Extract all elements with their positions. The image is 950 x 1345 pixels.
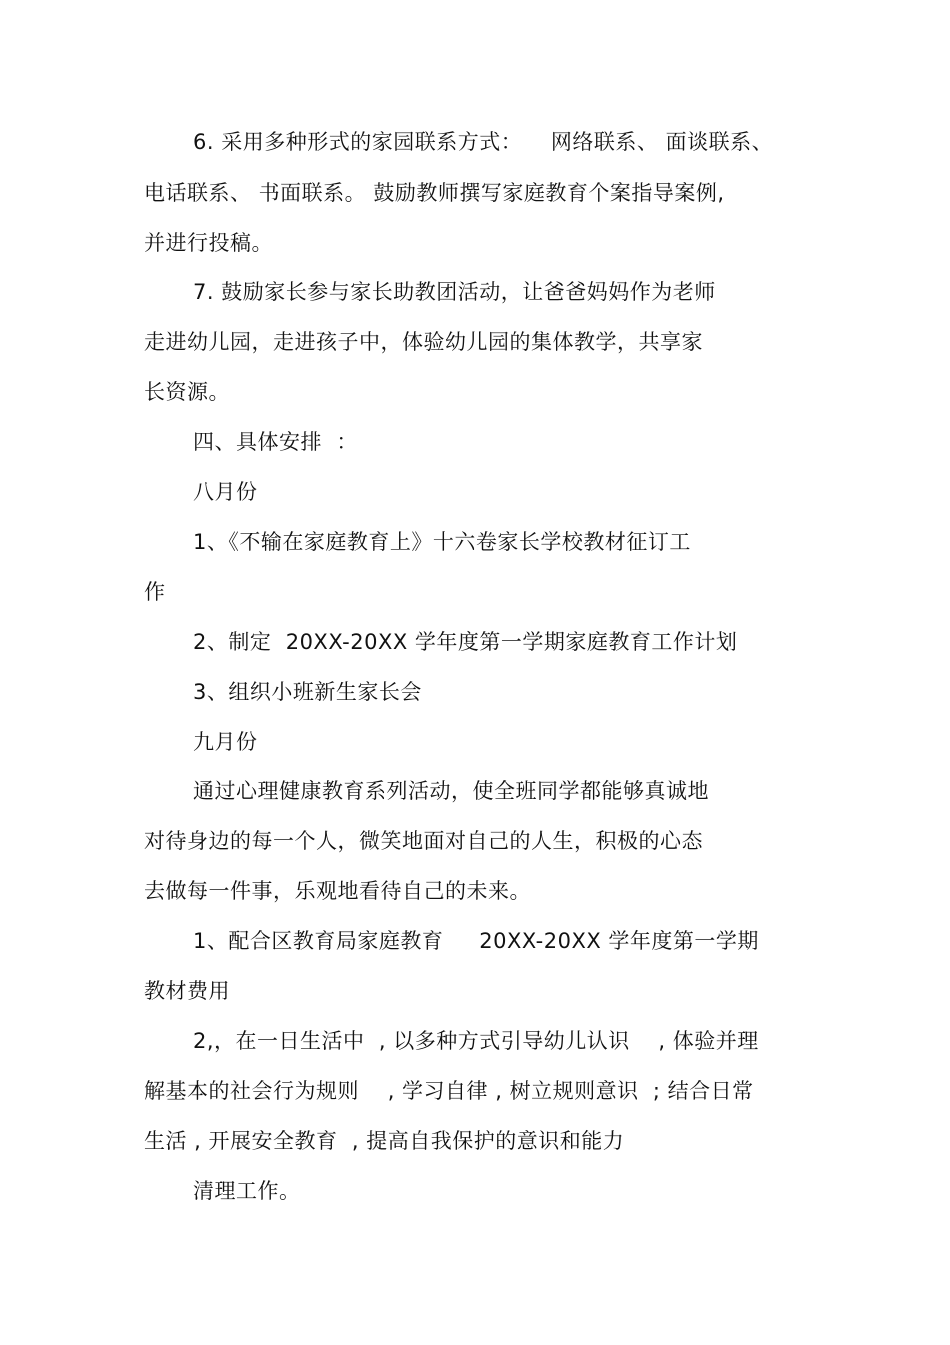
- september-item-1-line-1: 1、配合区教育局家庭教育 20XX-20XX 学年度第一学期: [193, 929, 759, 953]
- september-intro-line-3: 去做每一件事，乐观地看待自己的未来。: [144, 879, 531, 903]
- august-item-3: 3、组织小班新生家长会: [193, 680, 422, 704]
- september-item-1-line-2: 教材费用: [144, 979, 230, 1003]
- month-heading-august: 八月份: [193, 480, 258, 504]
- paragraph-6-line-3: 并进行投稿。: [144, 231, 273, 255]
- september-item-2-line-1: 2,，在一日生活中 , 以多种方式引导幼儿认识 , 体验并理: [193, 1029, 759, 1053]
- paragraph-7-line-3: 长资源。: [144, 380, 230, 404]
- paragraph-7-line-2: 走进幼儿园，走进孩子中，体验幼儿园的集体教学，共享家: [144, 330, 703, 354]
- september-intro-line-2: 对待身边的每一个人，微笑地面对自己的人生，积极的心态: [144, 829, 703, 853]
- september-intro-line-1: 通过心理健康教育系列活动，使全班同学都能够真诚地: [193, 779, 709, 803]
- month-heading-september: 九月份: [193, 730, 258, 754]
- august-item-2: 2、制定 20XX-20XX 学年度第一学期家庭教育工作计划: [193, 630, 738, 654]
- section-heading-schedule: 四、具体安排 ：: [193, 430, 358, 454]
- september-item-2-line-3: 生活 , 开展安全教育 , 提高自我保护的意识和能力: [144, 1129, 625, 1153]
- paragraph-6-line-2: 电话联系、 书面联系。 鼓励教师撰写家庭教育个案指导案例,: [144, 181, 725, 205]
- august-item-1-line-2: 作: [144, 580, 166, 604]
- september-item-2-line-2: 解基本的社会行为规则 , 学习自律 , 树立规则意识 ; 结合日常: [144, 1079, 754, 1103]
- paragraph-6-line-1: 6. 采用多种形式的家园联系方式： 网络联系、 面谈联系、: [193, 130, 774, 154]
- paragraph-7-line-1: 7. 鼓励家长参与家长助教团活动，让爸爸妈妈作为老师: [193, 280, 716, 304]
- closing-line: 清理工作。: [193, 1179, 301, 1203]
- august-item-1-line-1: 1、《不输在家庭教育上》十六卷家长学校教材征订工: [193, 530, 691, 554]
